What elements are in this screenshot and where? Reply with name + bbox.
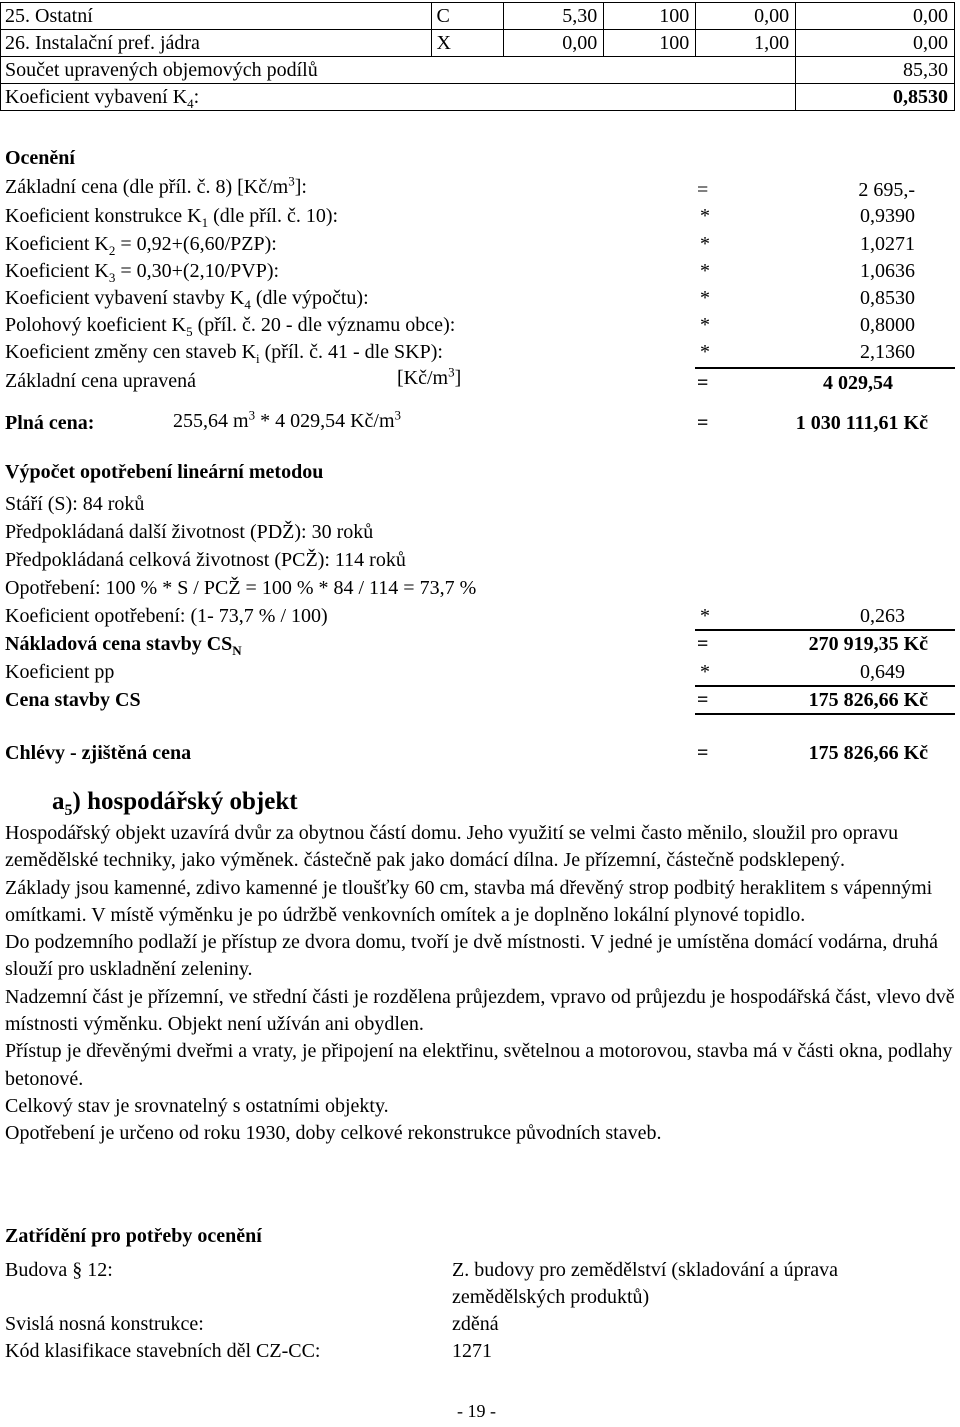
row-value: 100 — [604, 30, 696, 57]
row-value: 0,00 — [504, 30, 604, 57]
op: = — [697, 372, 709, 394]
k4-row — [1, 84, 955, 111]
k4-label: Koeficient vybavení $K_4$: — [1, 84, 796, 111]
op: = — [697, 689, 709, 711]
row-name: 25. Ostatní — [1, 3, 432, 30]
row-name: 26. Instalační pref. jádra — [1, 30, 432, 57]
base-price-value: 2 695,- — [858, 179, 915, 201]
k4-value: 0,8530 — [796, 84, 955, 111]
building-label: Budova § 12: — [5, 1259, 113, 1281]
op: * — [700, 314, 710, 336]
depreciation-line: Předpokládaná celková životnost (PCŽ): 114 roků — [5, 549, 406, 571]
row-code: C — [432, 3, 504, 30]
adjusted-price-label: Základní cena upravená — [5, 370, 197, 392]
page-number: - 19 - — [457, 1401, 496, 1421]
object-description — [5, 820, 955, 1148]
op: * — [700, 341, 710, 363]
row-value: 100 — [604, 3, 696, 30]
k2-value: 1,0271 — [860, 233, 915, 255]
paragraph: Celkový stav je srovnatelný s ostatními objekty. — [5, 1094, 389, 1117]
pp-coef-label: Koeficient pp — [5, 661, 115, 683]
paragraph: Hospodářský objekt uzavírá dvůr za obytnou částí domu. Jeho využití se velmi často měnilo, sloužil pro opravu zemědělské techniky, jako výměnek. částečně pak jako domácí dílna. Je přízemní, částečně podsklepený. — [5, 822, 899, 872]
object-title: $a_5$) hospodářský objekt — [52, 788, 298, 819]
k5-label: Polohový koeficient $K_5$ (příl. č. 20 - dle významu obce): — [5, 314, 456, 339]
row-value: 5,30 — [504, 3, 604, 30]
k1-value: 0,9390 — [860, 205, 915, 227]
section-heading-depreciation: Výpočet opotřebení lineární metodou — [5, 461, 324, 483]
table-row — [1, 3, 955, 30]
op: * — [700, 233, 710, 255]
building-price-label: Cena stavby CS — [5, 689, 141, 711]
table-row — [1, 30, 955, 57]
sum-label: Součet upravených objemových podílů — [1, 57, 796, 84]
sum-value: 85,30 — [796, 57, 955, 84]
k4-value: 0,8530 — [860, 287, 915, 309]
k1-label: Koeficient konstrukce $K_1$ (dle příl. č. 10): — [5, 205, 339, 230]
depreciation-line: Opotřebení: 100 % * S / PCŽ = 100 % * 84 / 114 = 73,7 % — [5, 577, 477, 599]
op: * — [700, 260, 710, 282]
op: * — [700, 605, 710, 627]
op: = — [697, 412, 709, 434]
depreciation-coef-value: 0,263 — [860, 605, 905, 627]
row-value: 0,00 — [696, 3, 796, 30]
paragraph: Do podzemního podlaží je přístup ze dvora domu, tvoří je dvě místnosti. V jedné je umístěna domácí vodárna, druhá slouží pro uskladnění zeleniny. — [5, 931, 938, 981]
row-value: 1,00 — [696, 30, 796, 57]
sum-underline — [695, 713, 955, 715]
k3-label: Koeficient $K_3 = 0,30+(2,10/PVP)$: — [5, 260, 280, 285]
op: = — [697, 742, 709, 764]
paragraph: Opotřebení je určeno od roku 1930, doby celkové rekonstrukce původních staveb. — [5, 1122, 662, 1145]
sum-underline — [695, 367, 955, 369]
full-price-label: Plná cena: — [5, 412, 95, 434]
building-value: zemědělských produktů) — [452, 1286, 650, 1308]
section-heading-oceneni: Ocenění — [5, 147, 75, 169]
row-code: X — [432, 30, 504, 57]
k5-value: 0,8000 — [860, 314, 915, 336]
depreciation-line: Stáří (S): 84 roků — [5, 493, 145, 515]
adjusted-price-unit: $[Kč/m^3]$ — [397, 364, 462, 389]
adjusted-price-value: 4 029,54 — [823, 372, 893, 394]
structure-value: zděná — [452, 1313, 499, 1335]
op: = — [697, 179, 709, 201]
sum-underline — [695, 685, 955, 687]
paragraph: Základy jsou kamenné, zdivo kamenné je tloušťky 60 cm, stavba má dřevěný strop podbitý heraklitem s vápennými omítkami. V místě výměnku je po údržbě venkovních omítek a je doplněno lokální plynové topidlo. — [5, 876, 933, 926]
op: = — [697, 633, 709, 655]
cost-price-value: 270 919,35 Kč — [808, 633, 928, 655]
k4-label: Koeficient vybavení stavby $K_4$ (dle výpočtu): — [5, 287, 369, 312]
depreciation-line: Předpokládaná další životnost (PDŽ): 30 roků — [5, 521, 374, 543]
depreciation-coef-label: Koeficient opotřebení: (1- 73,7 % / 100) — [5, 605, 328, 627]
building-value: Z. budovy pro zemědělství (skladování a úprava — [452, 1259, 838, 1281]
row-value: 0,00 — [796, 30, 955, 57]
sum-underline — [695, 629, 955, 631]
k3-value: 1,0636 — [860, 260, 915, 282]
ki-label: Koeficient změny cen staveb $K_i$ (příl. č. 41 - dle SKP): — [5, 341, 443, 366]
result-label: Chlévy - zjištěná cena — [5, 742, 192, 764]
section-heading-classification: Zatřídění pro potřeby ocenění — [5, 1225, 262, 1247]
ki-value: 2,1360 — [860, 341, 915, 363]
building-price-value: 175 826,66 Kč — [808, 689, 928, 711]
row-value: 0,00 — [796, 3, 955, 30]
paragraph: Přístup je dřevěnými dveřmi a vraty, je připojení na elektřinu, světelnou a motorovou, stavba má v části okna, podlahy betonové. — [5, 1040, 953, 1090]
pp-coef-value: 0,649 — [860, 661, 905, 683]
k2-label: Koeficient $K_2 = 0,92+(6,60/PZP)$: — [5, 233, 277, 258]
paragraph: Nadzemní část je přízemní, ve střední části je rozdělena průjezdem, vpravo od průjezdu je hospodářská část, vlevo dvě místnosti výměnku. Objekt není užíván ani obydlen. — [5, 985, 955, 1036]
base-price-label: Základní cena (dle příl. č. 8) $[Kč/m^3]$: — [5, 173, 307, 198]
result-value: 175 826,66 Kč — [808, 742, 928, 764]
classification-code-value: 1271 — [452, 1340, 492, 1362]
classification-code-label: Kód klasifikace stavebních děl CZ-CC: — [5, 1340, 321, 1362]
op: * — [700, 287, 710, 309]
full-price-value: 1 030 111,61 Kč — [795, 412, 928, 434]
op: * — [700, 205, 710, 227]
cost-price-label: Nákladová cena stavby $CS_N$ — [5, 633, 242, 658]
op: * — [700, 661, 710, 683]
sum-row — [1, 57, 955, 84]
full-price-formula: 255,64 $m^3 * 4$ 029,54 $Kč/m^3$ — [173, 407, 401, 432]
structure-label: Svislá nosná konstrukce: — [5, 1313, 204, 1335]
volume-share-table — [0, 2, 955, 111]
